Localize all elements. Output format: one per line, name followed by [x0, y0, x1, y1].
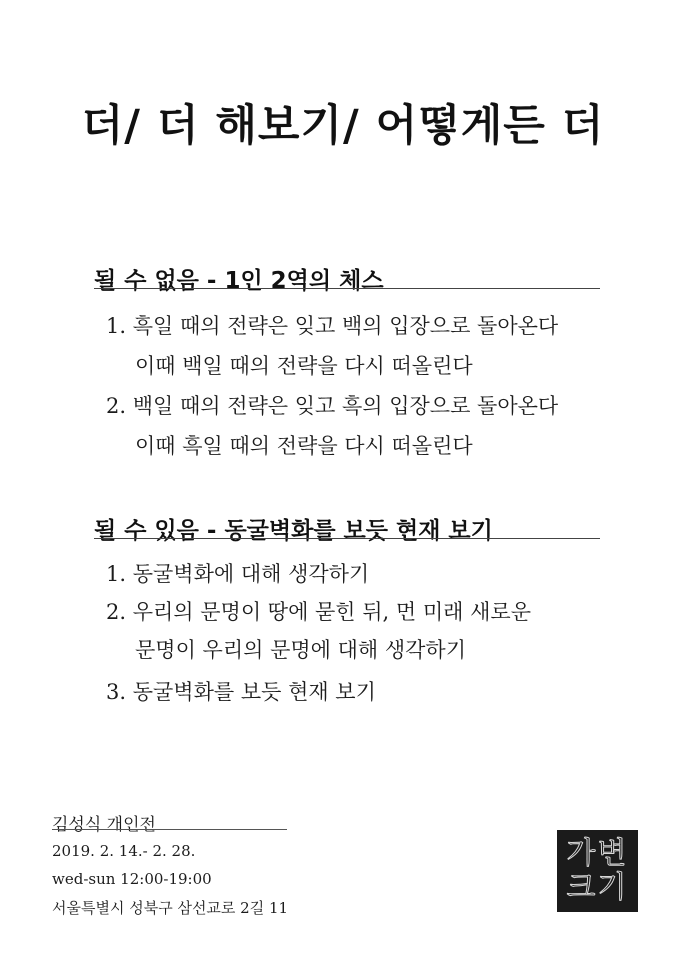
section-heading-cannot: 될 수 없음 - 1인 2역의 체스 [94, 268, 384, 294]
logo-line-2: 크기 [566, 870, 629, 905]
list-item: 2. 백일 때의 전략은 잊고 흑의 입장으로 돌아온다 [106, 394, 559, 418]
list-item-continuation: 문명이 우리의 문명에 대해 생각하기 [135, 638, 466, 662]
page-title: 더/ 더 해보기/ 어떻게든 더 [81, 101, 605, 151]
exhibition-dates: 2019. 2. 14.- 2. 28. [52, 842, 196, 860]
list-item: 1. 흑일 때의 전략은 잊고 백의 입장으로 돌아온다 [106, 314, 559, 338]
exhibition-hours: wed-sun 12:00-19:00 [52, 870, 212, 888]
logo-line-1: 가변 [566, 836, 629, 871]
gallery-logo [557, 830, 638, 912]
exhibition-name: 김성식 개인전 [52, 815, 156, 835]
section-divider [94, 538, 600, 539]
exhibition-address: 서울특별시 성북구 삼선교로 2길 11 [52, 899, 289, 917]
list-item: 1. 동굴벽화에 대해 생각하기 [106, 562, 370, 586]
list-item: 2. 우리의 문명이 땅에 묻힌 뒤, 먼 미래 새로운 [106, 600, 531, 624]
section-divider [94, 288, 600, 289]
list-item-continuation: 이때 백일 때의 전략을 다시 떠올린다 [135, 354, 473, 378]
section-heading-can: 될 수 있음 - 동굴벽화를 보듯 현재 보기 [94, 518, 493, 544]
list-item: 3. 동굴벽화를 보듯 현재 보기 [106, 680, 376, 704]
footer-divider [52, 829, 287, 830]
list-item-continuation: 이때 흑일 때의 전략을 다시 떠올린다 [135, 434, 473, 458]
